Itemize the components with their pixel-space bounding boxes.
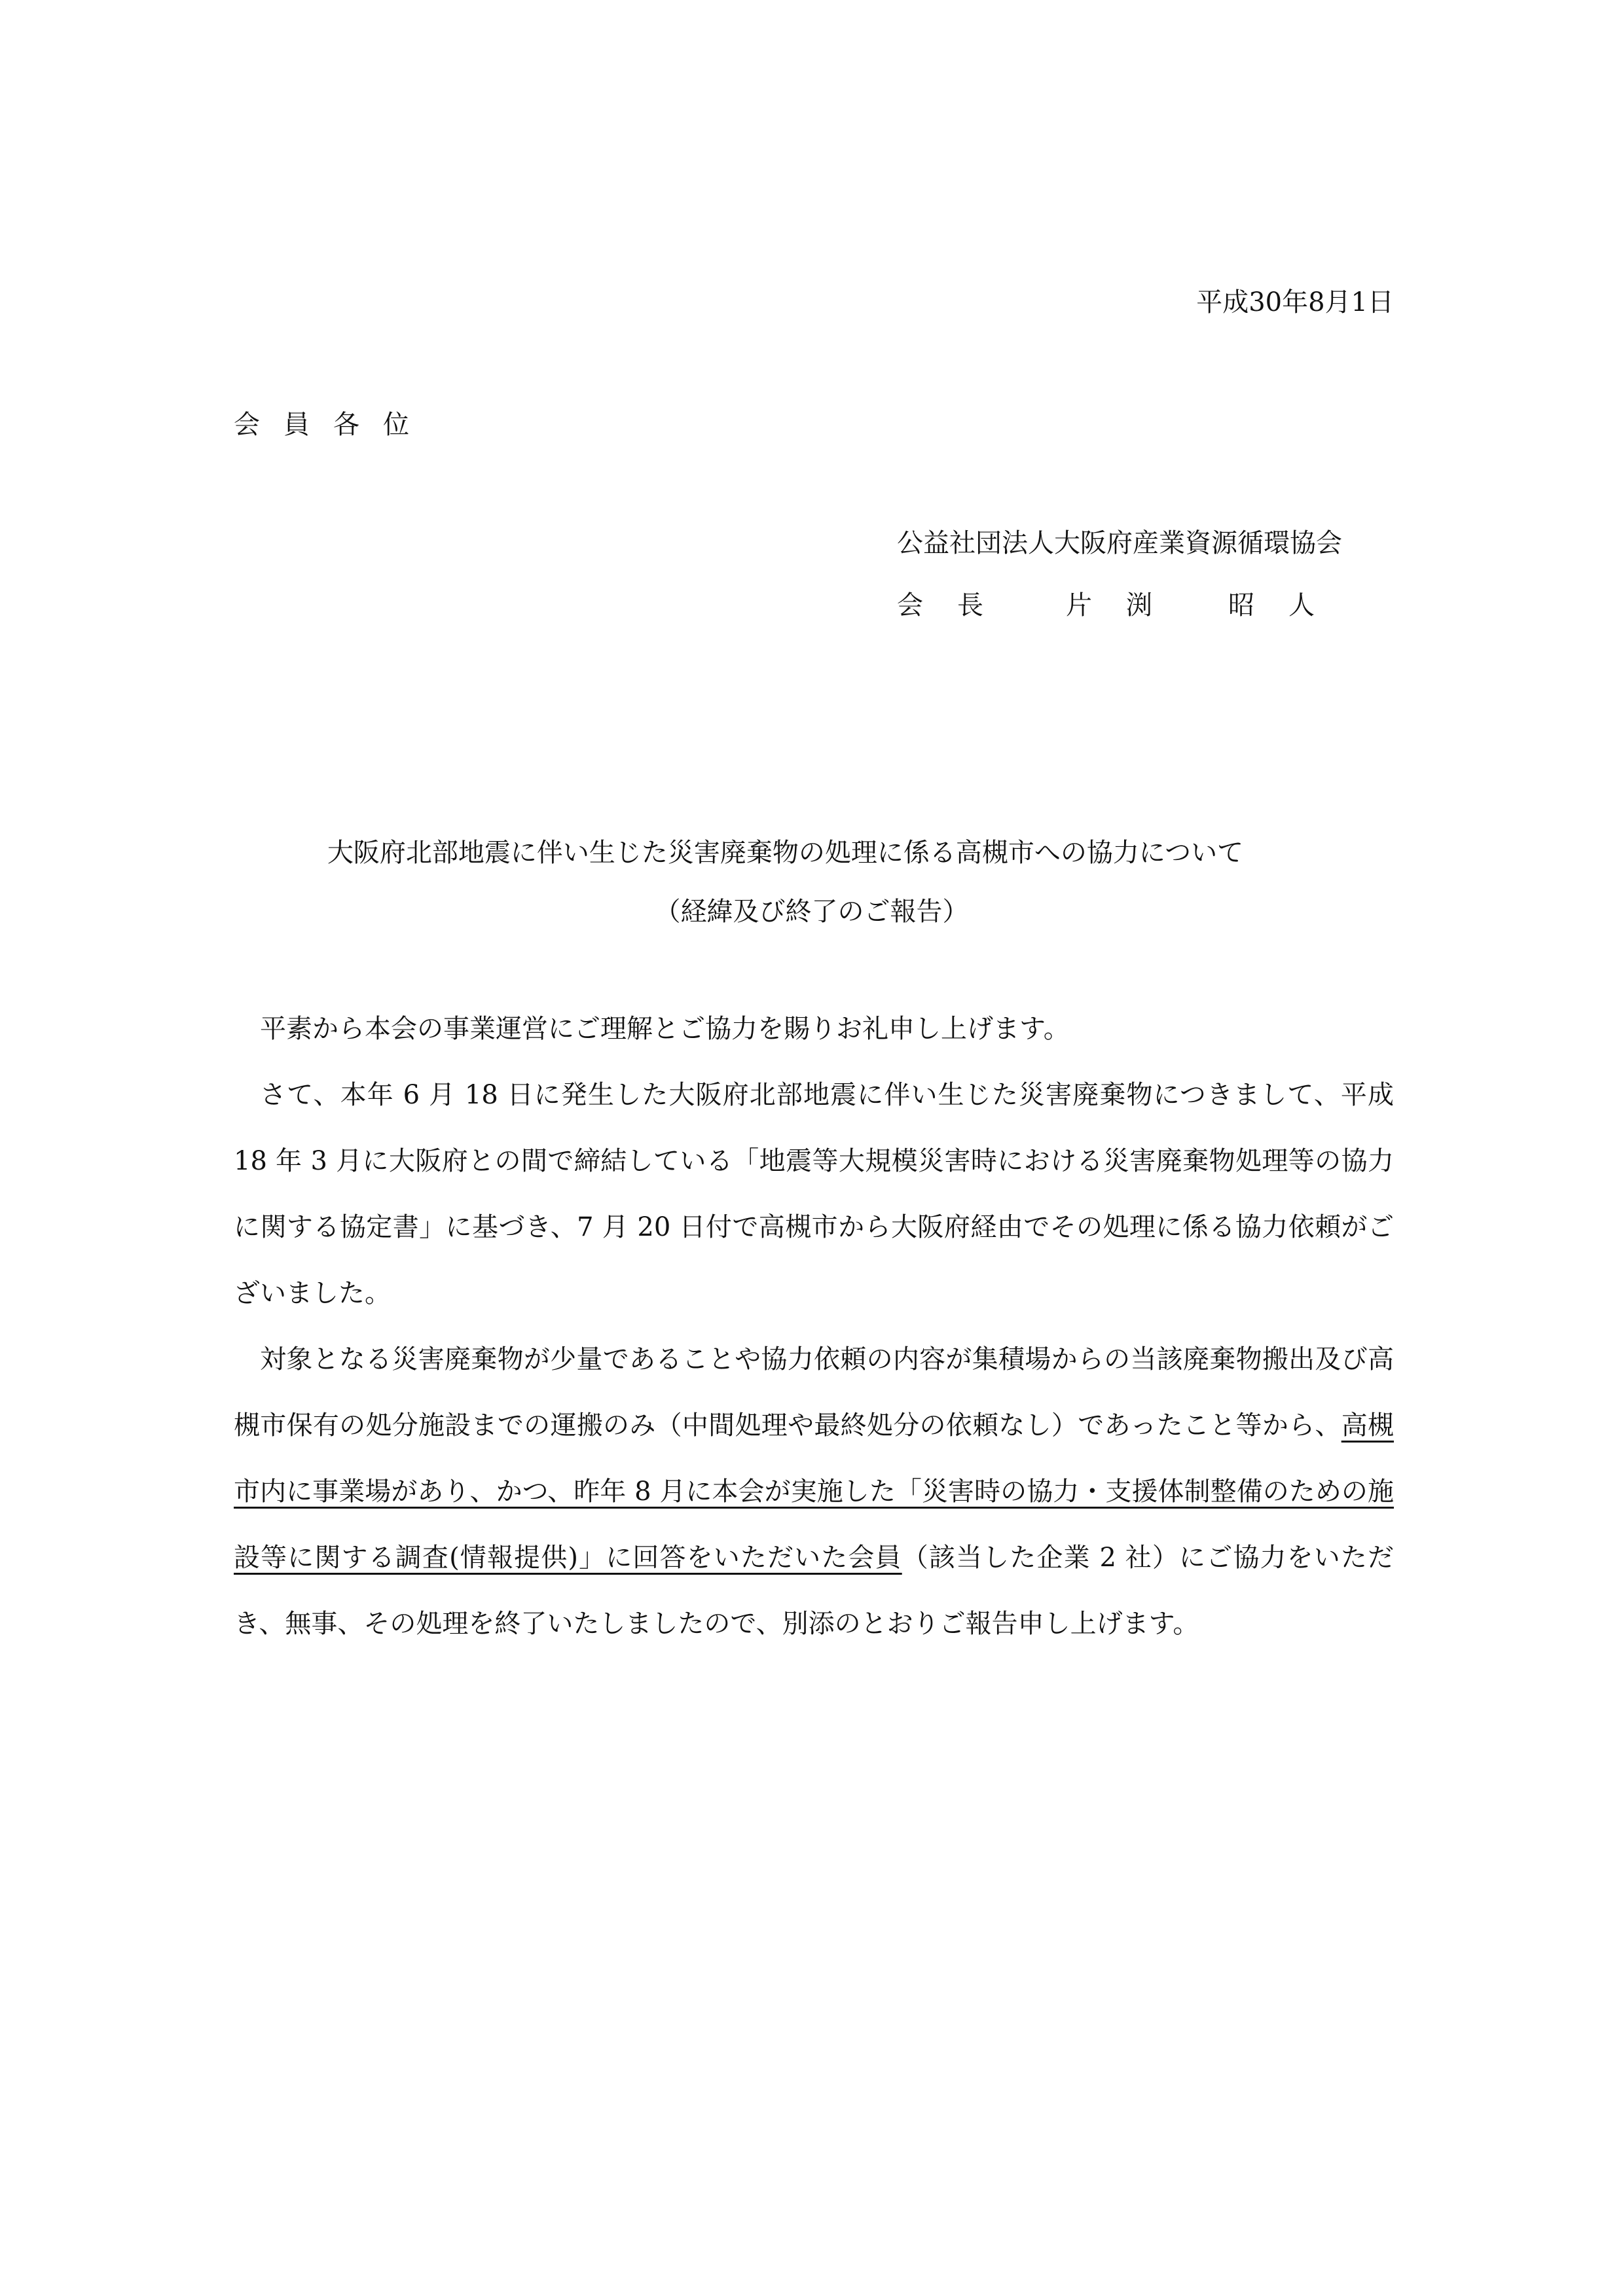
- paragraph-3-text-after: （該当した企業 2 社）にご協力をいただき、無事、その処理を終了いたしましたので、別添のとおりご報告申し上げます。: [234, 1543, 1394, 1639]
- sender-given-name: 昭 人: [1228, 590, 1319, 620]
- document-body: [234, 996, 1394, 1657]
- sender-name-line: [897, 586, 1342, 625]
- body-paragraph-1: 平素から本会の事業運営にご理解とご協力を賜りお礼申し上げます。: [260, 1014, 1070, 1044]
- sender-surname: 片 渕: [1066, 590, 1156, 620]
- body-paragraph-2: さて、本年 6 月 18 日に発生した大阪府北部地震に伴い生じた災害廃棄物につきまして、平成 18 年 3 月に大阪府との間で締結している「地震等大規模災害時における災害廃棄物処理等の協力に関する協定書」に基づき、7 月 20 日付で高槻市から大阪府経由でその処理に係る協力依頼がございました。: [234, 1080, 1394, 1308]
- subject-line-1: 大阪府北部地震に伴い生じた災害廃棄物の処理に係る高槻市への協力について: [327, 838, 1244, 868]
- paragraph-3-underlined-text: 高槻市内に事業場があり、かつ、昨年 8 月に本会が実施した「災害時の協力・支援体制整備のための施設等に関する調査(情報提供)」に回答をいただいた会員: [234, 1410, 1394, 1573]
- recipient-line: 会員各位: [234, 410, 433, 440]
- paragraph-3-text-before: 対象となる災害廃棄物が少量であることや協力依頼の内容が集積場からの当該廃棄物搬出及び高槻市保有の処分施設までの運搬のみ（中間処理や最終処分の依頼なし）であったこと等から、: [234, 1344, 1394, 1441]
- subject-line-2: （経緯及び終了のご報告）: [654, 897, 969, 927]
- sender-organization: 公益社団法人大阪府産業資源循環協会: [897, 528, 1342, 558]
- document-date: 平成30年8月1日: [1196, 287, 1394, 317]
- body-paragraph-3: [234, 1327, 1394, 1657]
- sender-title: 会 長: [897, 590, 987, 620]
- sender-block: [897, 524, 1342, 625]
- document-subject: [0, 823, 1623, 941]
